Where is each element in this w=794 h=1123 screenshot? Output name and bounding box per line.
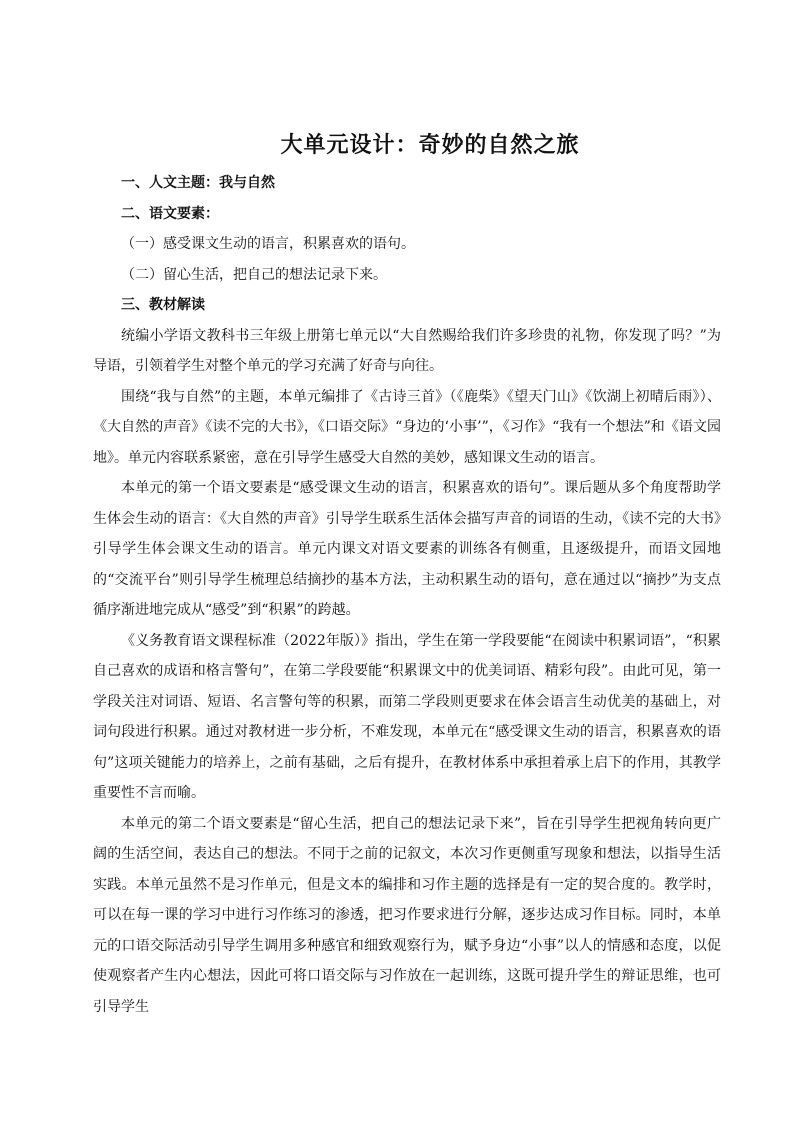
document-body — [93, 168, 721, 1022]
section-heading-elements: 二、语文要素： — [121, 205, 219, 222]
section-heading-analysis: 三、教材解读 — [121, 297, 205, 313]
paragraph: 围绕“我与自然”的主题，本单元编排了《古诗三首》（《鹿柴》《望天门山》《饮湖上初晴后雨》）、《大自然的声音》《读不完的大书》，《口语交际》“身边的‘小事’”，《习作》“我有一个想法”和《语文园地》。单元内容联系紧密，意在引导学生感受大自然的美妙，感知课文生动的语言。 — [93, 388, 721, 466]
section-heading-theme: 一、人文主题：我与自然 — [121, 175, 275, 191]
paragraph: 本单元的第二个语文要素是“留心生活，把自己的想法记录下来”，旨在引导学生把视角转向更广阔的生活空间，表达自己的想法。不同于之前的记叙文，本次习作更侧重写现象和想法，以指导生活实践。本单元虽然不是习作单元，但是文本的编排和习作主题的选择是有一定的契合度的。教学时，可以在每一课的学习中进行习作练习的渗透，把习作要求进行分解，逐步达成习作目标。同时，本单元的口语交际活动引导学生调用多种感官和细致观察行为，赋予身边“小事”以人的情感和态度，以促使观察者产生内心想法，因此可将口语交际与习作放在一起训练，这既可提升学生的辩证思维，也可引导学生 — [93, 815, 721, 1015]
element-item-2: （二）留心生活，把自己的想法记录下来。 — [121, 266, 387, 283]
element-item-1: （一）感受课文生动的语言，积累喜欢的语句。 — [121, 236, 415, 252]
document-title: 大单元设计：奇妙的自然之旅 — [280, 132, 580, 158]
paragraph: 本单元的第一个语文要素是“感受课文生动的语言，积累喜欢的语句”。课后题从多个角度帮助学生体会生动的语言：《大自然的声音》引导学生联系生活体会描写声音的词语的生动，《读不完的大书》引导学生体会课文生动的语言。单元内课文对语文要素的训练各有侧重，且逐级提升，而语文园地的“交流平台”则引导学生梳理总结摘抄的基本方法，主动积累生动的语句，意在通过以“摘抄”为支点循序渐进地完成从“感受”到“积累”的跨越。 — [93, 480, 721, 618]
paragraph: 统编小学语文教科书三年级上册第七单元以“大自然赐给我们许多珍贵的礼物，你发现了吗？”为导语，引领着学生对整个单元的学习充满了好奇与向往。 — [93, 327, 721, 374]
paragraph: 《义务教育语文课程标准（2022年版）》指出，学生在第一学段要能“在阅读中积累词语”，“积累自己喜欢的成语和格言警句”，在第二学段要能“积累课文中的优美词语、精彩句段”。由此可见，第一学段关注对词语、短语、名言警句等的积累，而第二学段则更要求在体会语言生动优美的基础上，对词句段进行积累。通过对教材进一步分析，不难发现，本单元在“感受课文生动的语言，积累喜欢的语句”这项关键能力的培养上，之前有基础，之后有提升，在教材体系中承担着承上启下的作用，其教学重要性不言而喻。 — [93, 632, 721, 801]
